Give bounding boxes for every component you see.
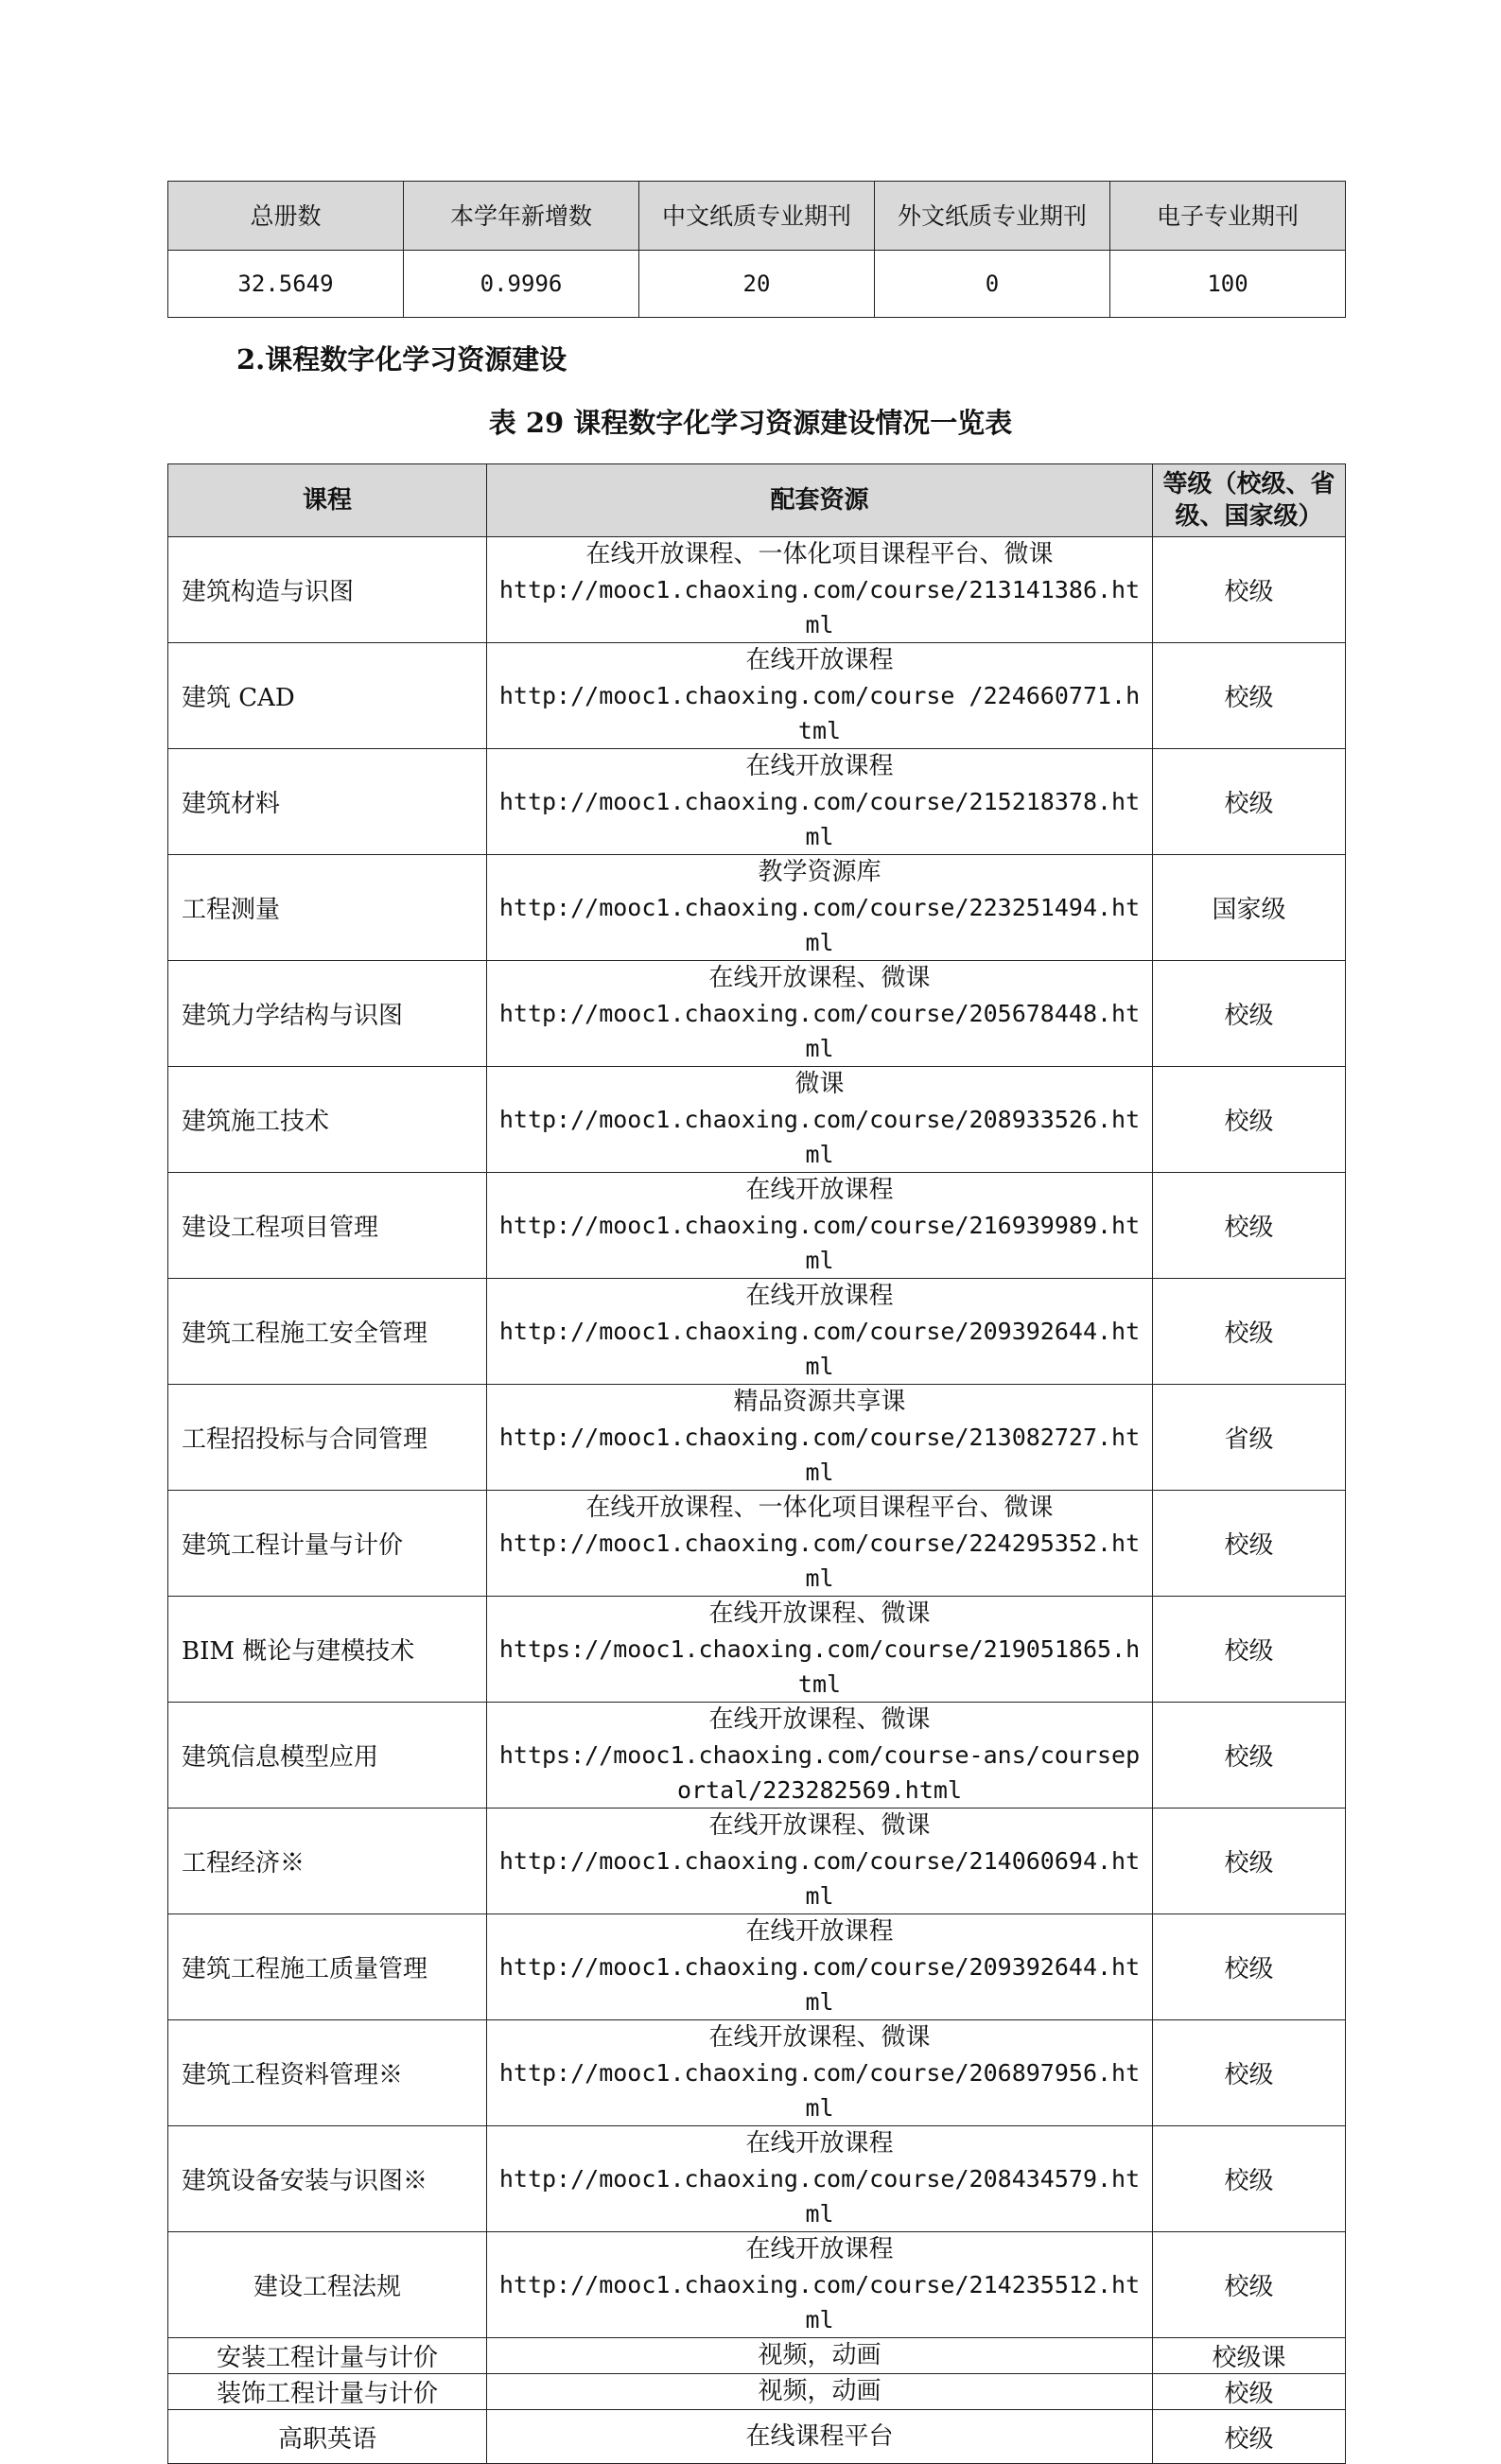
resource-cell: [487, 1491, 1153, 1597]
course-level: 校级: [1153, 1279, 1346, 1385]
resource-cell: [487, 537, 1153, 643]
course-level: 校级: [1153, 749, 1346, 855]
resource-type: 在线开放课程: [745, 2129, 894, 2158]
stats-value: 0.9996: [404, 251, 639, 318]
course-name: 建筑材料: [168, 749, 487, 855]
header-resource: 配套资源: [487, 464, 1153, 537]
resource-cell: [487, 1809, 1153, 1914]
resource-cell: [487, 2232, 1153, 2338]
course-level: 省级: [1153, 1385, 1346, 1491]
resource-url: http://mooc1.chaoxing.com/course/209392644.html: [498, 1318, 1141, 1380]
course-level: 校级: [1153, 1809, 1346, 1914]
course-name: 工程招投标与合同管理: [168, 1385, 487, 1491]
resource-type: 在线开放课程: [745, 2235, 894, 2263]
stats-header-row: [168, 182, 1346, 251]
resource-cell: [487, 1067, 1153, 1173]
resource-cell: [487, 749, 1153, 855]
resource-cell: [487, 1914, 1153, 2020]
table-row: [168, 2232, 1346, 2338]
resource-url: http://mooc1.chaoxing.com/course/214060694.html: [498, 1847, 1141, 1910]
resource-url: https://mooc1.chaoxing.com/course-ans/courseportal/223282569.html: [498, 1741, 1141, 1804]
stats-value: 0: [875, 251, 1110, 318]
course-name: 建筑 CAD: [168, 643, 487, 749]
resource-cell: [487, 2338, 1153, 2374]
table-caption: 表 29 课程数字化学习资源建设情况一览表: [488, 407, 1013, 439]
resource-cell: [487, 855, 1153, 961]
table-row: [168, 537, 1346, 643]
resource-cell: [487, 1173, 1153, 1279]
resource-cell: [487, 2374, 1153, 2410]
table-row: [168, 1279, 1346, 1385]
resource-url: http://mooc1.chaoxing.com/course/208434579.html: [498, 2165, 1141, 2228]
resource-type: 视频，动画: [758, 2377, 881, 2405]
resource-url: http://mooc1.chaoxing.com/course/213141386.html: [498, 576, 1141, 638]
resource-type: 视频，动画: [758, 2341, 881, 2369]
resource-url: http://mooc1.chaoxing.com/course/209392644.html: [498, 1953, 1141, 2016]
resource-url: http://mooc1.chaoxing.com/course/224295352.html: [498, 1529, 1141, 1592]
course-name: 建设工程项目管理: [168, 1173, 487, 1279]
course-name: 建筑工程资料管理※: [168, 2020, 487, 2126]
resource-url: http://mooc1.chaoxing.com/course/213082727.html: [498, 1424, 1141, 1486]
resource-url: http://mooc1.chaoxing.com/course/214235512.html: [498, 2271, 1141, 2333]
table-row: [168, 961, 1346, 1067]
table-row: [168, 1385, 1346, 1491]
resource-url: http://mooc1.chaoxing.com/course /224660771.html: [498, 682, 1141, 744]
table-row: [168, 1703, 1346, 1809]
table-row: [168, 1914, 1346, 2020]
resource-type: 在线开放课程、微课: [708, 1705, 931, 1734]
course-name: BIM 概论与建模技术: [168, 1597, 487, 1703]
resource-url: https://mooc1.chaoxing.com/course/219051865.html: [498, 1635, 1141, 1698]
stats-header: 本学年新增数: [404, 182, 639, 251]
stats-header: 外文纸质专业期刊: [875, 182, 1110, 251]
resource-cell: [487, 961, 1153, 1067]
course-level: 校级: [1153, 1067, 1346, 1173]
course-name: 高职英语: [168, 2410, 487, 2464]
resource-header-row: [168, 464, 1346, 537]
resource-type: 在线开放课程、一体化项目课程平台、微课: [585, 540, 1054, 568]
course-name: 工程经济※: [168, 1809, 487, 1914]
course-name: 装饰工程计量与计价: [168, 2374, 487, 2410]
resource-table-body: [168, 537, 1346, 2464]
course-name: 建筑设备安装与识图※: [168, 2126, 487, 2232]
resource-cell: [487, 1703, 1153, 1809]
stats-header: 中文纸质专业期刊: [639, 182, 875, 251]
resource-url: http://mooc1.chaoxing.com/course/215218378.html: [498, 788, 1141, 850]
table-row: [168, 1067, 1346, 1173]
resource-cell: [487, 1385, 1153, 1491]
course-name: 工程测量: [168, 855, 487, 961]
resource-type: 在线开放课程、微课: [708, 964, 931, 992]
course-name: 建筑信息模型应用: [168, 1703, 487, 1809]
resource-url: http://mooc1.chaoxing.com/course/205678448.html: [498, 1000, 1141, 1062]
table-row: [168, 2374, 1346, 2410]
table-row: [168, 855, 1346, 961]
header-level: 等级（校级、省级、国家级）: [1153, 464, 1346, 537]
table-row: [168, 2410, 1346, 2464]
library-stats-table: [167, 181, 1346, 318]
course-level: 校级: [1153, 1173, 1346, 1279]
table-row: [168, 1597, 1346, 1703]
course-resource-table: [167, 463, 1346, 2464]
resource-type: 在线开放课程: [745, 1176, 894, 1204]
course-name: 建筑力学结构与识图: [168, 961, 487, 1067]
table-row: [168, 1491, 1346, 1597]
course-level: 校级: [1153, 2126, 1346, 2232]
table-row: [168, 2126, 1346, 2232]
course-level: 校级: [1153, 1914, 1346, 2020]
resource-cell: [487, 2410, 1153, 2464]
stats-value: 32.5649: [168, 251, 404, 318]
course-level: 校级: [1153, 643, 1346, 749]
course-level: 校级课: [1153, 2338, 1346, 2374]
resource-type: 在线开放课程、微课: [708, 1811, 931, 1840]
course-name: 建筑构造与识图: [168, 537, 487, 643]
table-row: [168, 1173, 1346, 1279]
resource-type: 在线开放课程: [745, 646, 894, 674]
resource-type: 在线课程平台: [745, 2421, 894, 2451]
course-level: 校级: [1153, 1597, 1346, 1703]
course-name: 建筑工程施工安全管理: [168, 1279, 487, 1385]
course-name: 安装工程计量与计价: [168, 2338, 487, 2374]
resource-type: 在线开放课程: [745, 752, 894, 780]
resource-cell: [487, 1597, 1153, 1703]
table-row: [168, 1809, 1346, 1914]
resource-url: http://mooc1.chaoxing.com/course/208933526.html: [498, 1106, 1141, 1168]
course-name: 建设工程法规: [168, 2232, 487, 2338]
table-row: [168, 643, 1346, 749]
course-level: 校级: [1153, 1703, 1346, 1809]
stats-value-row: [168, 251, 1346, 318]
resource-cell: [487, 2126, 1153, 2232]
course-level: 国家级: [1153, 855, 1346, 961]
table-row: [168, 2338, 1346, 2374]
resource-url: http://mooc1.chaoxing.com/course/206897956.html: [498, 2059, 1141, 2122]
resource-type: 微课: [794, 1070, 845, 1098]
table-row: [168, 749, 1346, 855]
resource-cell: [487, 1279, 1153, 1385]
resource-type: 在线开放课程、微课: [708, 1599, 931, 1628]
course-level: 校级: [1153, 2374, 1346, 2410]
resource-cell: [487, 643, 1153, 749]
resource-type: 精品资源共享课: [733, 1388, 906, 1416]
resource-url: http://mooc1.chaoxing.com/course/216939989.html: [498, 1212, 1141, 1274]
stats-header: 总册数: [168, 182, 404, 251]
course-level: 校级: [1153, 2020, 1346, 2126]
stats-value: 100: [1110, 251, 1346, 318]
stats-value: 20: [639, 251, 875, 318]
course-level: 校级: [1153, 2410, 1346, 2464]
course-name: 建筑施工技术: [168, 1067, 487, 1173]
resource-type: 教学资源库: [758, 858, 881, 886]
table-row: [168, 2020, 1346, 2126]
course-level: 校级: [1153, 961, 1346, 1067]
resource-type: 在线开放课程: [745, 1282, 894, 1310]
course-name: 建筑工程计量与计价: [168, 1491, 487, 1597]
resource-type: 在线开放课程、微课: [708, 2023, 931, 2052]
section-title: 2.课程数字化学习资源建设: [236, 343, 567, 376]
resource-url: http://mooc1.chaoxing.com/course/223251494.html: [498, 894, 1141, 956]
resource-type: 在线开放课程: [745, 1917, 894, 1946]
course-level: 校级: [1153, 2232, 1346, 2338]
header-course: 课程: [168, 464, 487, 537]
stats-header: 电子专业期刊: [1110, 182, 1346, 251]
course-level: 校级: [1153, 537, 1346, 643]
resource-cell: [487, 2020, 1153, 2126]
resource-type: 在线开放课程、一体化项目课程平台、微课: [585, 1494, 1054, 1522]
course-name: 建筑工程施工质量管理: [168, 1914, 487, 2020]
course-level: 校级: [1153, 1491, 1346, 1597]
